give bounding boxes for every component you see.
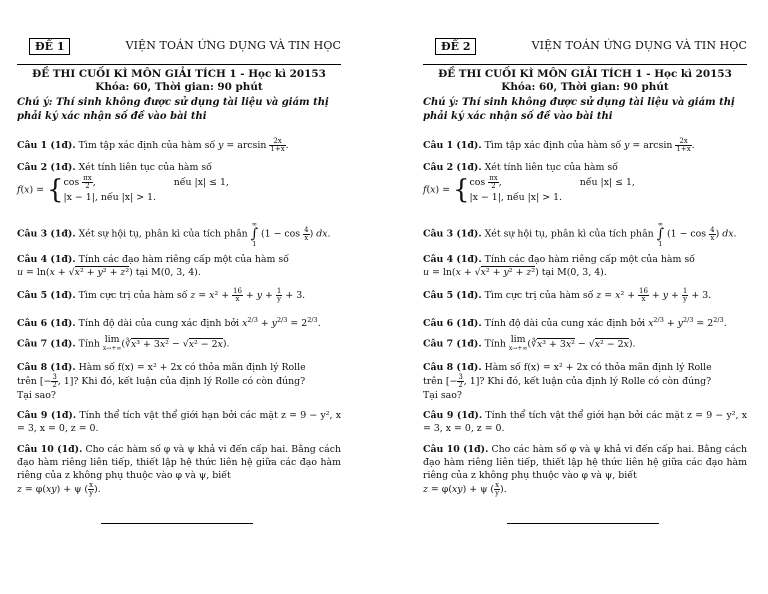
question-8: Câu 8 (1đ). Hàm số f(x) = x² + 2x có thỏa mãn định lý Rolle trên [− $\frac{3}{2}$ , 1]? Khi đó, kết luận của định lý Rolle có còn đúng? Tại sao?: [423, 362, 712, 401]
question-text: Tìm cực trị của hàm số: [484, 290, 594, 301]
question-7: Câu 7 (1đ). Tính lim x→+∞ (∛x³ + 3x² − √x² − 2x).: [423, 334, 636, 352]
question-text: Xét sự hội tụ, phân kì của tích phân: [484, 228, 654, 240]
question-2-function: f(x) = {cos $\frac{\pi x}{2}$ , nếu |x| ≤ 1, |x − 1|, nếu |x| > 1.: [423, 174, 635, 205]
institute-name: VIỆN TOÁN ỨNG DỤNG VÀ TIN HỌC: [125, 39, 341, 52]
question-text: Tính: [484, 338, 506, 350]
question-label: Câu 10 (1đ).: [17, 444, 83, 455]
question-label: Câu 8 (1đ).: [17, 362, 76, 373]
question-label: Câu 3 (1đ).: [423, 228, 482, 240]
question-text: Tính độ dài của cung xác định bởi: [78, 318, 240, 330]
question-label: Câu 3 (1đ).: [17, 228, 76, 240]
question-label: Câu 8 (1đ).: [423, 362, 482, 373]
question-text: Cho các hàm số φ và ψ khả vi đến cấp hai. Bằng cách đạo hàm riêng liên tiếp, thiết lập hệ thức liên hệ giữa các đạo hàm riêng của z không phụ thuộc vào φ và ψ, biết: [17, 444, 342, 481]
question-label: Câu 1 (1đ).: [423, 140, 482, 151]
case-two: |x − 1|, nếu |x| > 1.: [63, 192, 157, 203]
question-text-3: Tại sao?: [17, 390, 56, 401]
question-5: Câu 5 (1đ). Tìm cực trị của hàm số z = x² + $\frac{16}{x}$ + y + $\frac{1}{y}$ + 3.: [17, 287, 306, 303]
question-label: Câu 6 (1đ).: [423, 318, 482, 330]
question-2: [423, 161, 747, 174]
question-text: Xét tính liên tục của hàm số: [78, 162, 212, 173]
header-rule: [423, 64, 747, 65]
question-text-2: ? Khi đó, kết luận của định lý Rolle có còn đúng?: [479, 376, 712, 387]
question-label: Câu 7 (1đ).: [17, 338, 76, 350]
exam-note: Chú ý: Thí sinh không được sử dụng tài liệu và giám thị phải ký xác nhận số đề vào bài thi: [17, 97, 329, 122]
exam-title: ĐỀ THI CUỐI KÌ MÔN GIẢI TÍCH 1 - Học kì 20153: [32, 68, 326, 80]
question-text: Tính thể tích vật thể giới hạn bởi các mặt z = 9 − y², x = 3, x = 0, z = 0.: [423, 410, 747, 434]
question-label: Câu 4 (1đ).: [17, 254, 76, 265]
exam-subtitle: Khóa: 60, Thời gian: 90 phút: [95, 81, 263, 93]
question-2-function: f(x) = {cos $\frac{\pi x}{2}$ , nếu |x| ≤ 1, |x − 1|, nếu |x| > 1.: [17, 174, 229, 205]
question-text: Tính thể tích vật thể giới hạn bởi các mặt z = 9 − y², x = 3, x = 0, z = 0.: [17, 410, 341, 434]
question-label: Câu 2 (1đ).: [17, 162, 76, 173]
question-5: Câu 5 (1đ). Tìm cực trị của hàm số z = x² + $\frac{16}{x}$ + y + $\frac{1}{y}$ + 3.: [423, 287, 712, 303]
question-label: Câu 7 (1đ).: [423, 338, 482, 350]
exam-subtitle: Khóa: 60, Thời gian: 90 phút: [501, 81, 669, 93]
exam-column-2: [423, 0, 747, 594]
question-text: Hàm số f(x) = x² + 2x có thỏa mãn định lý Rolle: [78, 362, 306, 373]
case-two: |x − 1|, nếu |x| > 1.: [469, 192, 563, 203]
exam-column-1: [17, 0, 341, 594]
question-1: Câu 1 (1đ). Tìm tập xác định của hàm số y = arcsin $\frac{2x}{1+x}$ .: [423, 137, 695, 153]
question-text: Tính độ dài của cung xác định bởi: [484, 318, 646, 330]
question-label: Câu 5 (1đ).: [17, 290, 76, 301]
question-label: Câu 1 (1đ).: [17, 140, 76, 151]
question-4: Câu 4 (1đ). Tính các đạo hàm riêng cấp một của hàm số u = ln(x + √x² + y² + z²) tại M(0, 3, 4).: [17, 254, 289, 278]
question-9: [423, 409, 747, 435]
institute-name: VIỆN TOÁN ỨNG DỤNG VÀ TIN HỌC: [531, 39, 747, 52]
question-2: [17, 161, 341, 174]
header-rule: [17, 64, 341, 65]
question-point: tại M(0, 3, 4).: [135, 267, 201, 278]
question-text: Cho các hàm số φ và ψ khả vi đến cấp hai. Bằng cách đạo hàm riêng liên tiếp, thiết lập hệ thức liên hệ giữa các đạo hàm riêng của z không phụ thuộc vào φ và ψ, biết: [423, 444, 748, 481]
exam-note: Chú ý: Thí sinh không được sử dụng tài liệu và giám thị phải ký xác nhận số đề vào bài thi: [423, 97, 735, 122]
question-label: Câu 5 (1đ).: [423, 290, 482, 301]
question-text: Tính: [78, 338, 100, 350]
question-text: Xét sự hội tụ, phân kì của tích phân: [78, 228, 248, 240]
footer-rule: [507, 523, 659, 524]
question-text: Tính các đạo hàm riêng cấp một của hàm số: [484, 254, 695, 265]
question-text: Tìm tập xác định của hàm số: [78, 140, 216, 151]
exam-code-badge: ĐỀ 2: [435, 38, 476, 55]
question-text: Xét tính liên tục của hàm số: [484, 162, 618, 173]
case-condition: nếu |x| ≤ 1,: [173, 177, 229, 188]
question-text: Tìm tập xác định của hàm số: [484, 140, 622, 151]
footer-rule: [101, 523, 253, 524]
question-label: Câu 9 (1đ).: [423, 410, 483, 421]
question-text: Tìm cực trị của hàm số: [78, 290, 188, 301]
question-10: Câu 10 (1đ). Cho các hàm số φ và ψ khả vi đến cấp hai. Bằng cách đạo hàm riêng liên tiếp, thiết lập hệ thức liên hệ giữa các đạo hàm riêng của z không phụ thuộc vào φ và ψ, biết z = φ(xy) + ψ ( $\frac{x}{y}$ ).: [17, 444, 342, 497]
question-6: Câu 6 (1đ). Tính độ dài của cung xác định bởi $x^{2/3} + y^{2/3} = 2^{2/3}$.: [423, 316, 727, 330]
question-3: Câu 3 (1đ). Xét sự hội tụ, phân kì của tích phân ∞ ∫ 1 (1 − cos $\frac{4}{x}$ ) dx.: [17, 220, 331, 248]
question-label: Câu 2 (1đ).: [423, 162, 482, 173]
question-text: Tính các đạo hàm riêng cấp một của hàm số: [78, 254, 289, 265]
question-6: Câu 6 (1đ). Tính độ dài của cung xác định bởi $x^{2/3} + y^{2/3} = 2^{2/3}$.: [17, 316, 321, 330]
question-point: tại M(0, 3, 4).: [541, 267, 607, 278]
question-9: [17, 409, 341, 435]
question-label: Câu 10 (1đ).: [423, 444, 489, 455]
exam-code-badge: ĐỀ 1: [29, 38, 70, 55]
question-7: Câu 7 (1đ). Tính lim x→+∞ (∛x³ + 3x² − √x² − 2x).: [17, 334, 230, 352]
question-1: Câu 1 (1đ). Tìm tập xác định của hàm số y = arcsin $\frac{2x}{1+x}$ .: [17, 137, 289, 153]
question-label: Câu 9 (1đ).: [17, 410, 77, 421]
question-text: Hàm số f(x) = x² + 2x có thỏa mãn định lý Rolle: [484, 362, 712, 373]
question-4: Câu 4 (1đ). Tính các đạo hàm riêng cấp một của hàm số u = ln(x + √x² + y² + z²) tại M(0, 3, 4).: [423, 254, 695, 278]
exam-header: [17, 38, 341, 58]
question-8: Câu 8 (1đ). Hàm số f(x) = x² + 2x có thỏa mãn định lý Rolle trên [− $\frac{3}{2}$ , 1]? Khi đó, kết luận của định lý Rolle có còn đúng? Tại sao?: [17, 362, 306, 401]
question-text-3: Tại sao?: [423, 390, 462, 401]
case-condition: nếu |x| ≤ 1,: [579, 177, 635, 188]
question-label: Câu 4 (1đ).: [423, 254, 482, 265]
question-text-2: ? Khi đó, kết luận của định lý Rolle có còn đúng?: [73, 376, 306, 387]
question-10: Câu 10 (1đ). Cho các hàm số φ và ψ khả vi đến cấp hai. Bằng cách đạo hàm riêng liên tiếp, thiết lập hệ thức liên hệ giữa các đạo hàm riêng của z không phụ thuộc vào φ và ψ, biết z = φ(xy) + ψ ( $\frac{x}{y}$ ).: [423, 444, 748, 497]
exam-title: ĐỀ THI CUỐI KÌ MÔN GIẢI TÍCH 1 - Học kì 20153: [438, 68, 732, 80]
question-3: Câu 3 (1đ). Xét sự hội tụ, phân kì của tích phân ∞ ∫ 1 (1 − cos $\frac{4}{x}$ ) dx.: [423, 220, 737, 248]
exam-header: [423, 38, 747, 58]
question-label: Câu 6 (1đ).: [17, 318, 76, 330]
